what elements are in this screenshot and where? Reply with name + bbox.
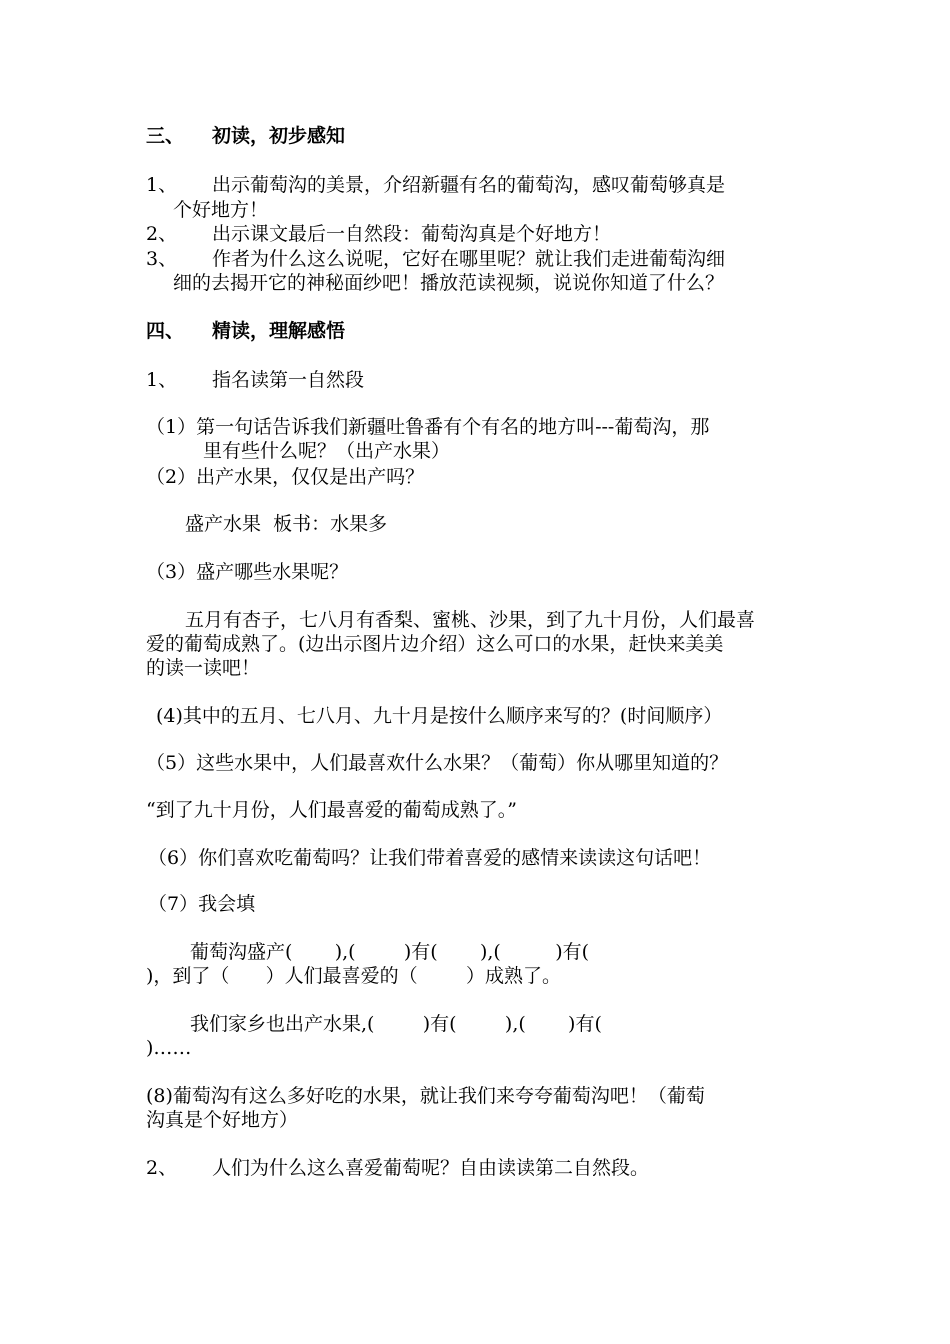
fill-blank-1-line-2: )，到了（ ）人们最喜爱的（ ）成熟了。 xyxy=(146,965,561,987)
question-6: （6）你们喜欢吃葡萄吗？让我们带着喜爱的感情来读读这句话吧！ xyxy=(148,847,712,869)
section-4-heading xyxy=(146,319,345,343)
question-3: （3）盛产哪些水果呢？ xyxy=(146,561,349,583)
s3-item-3-text: 作者为什么这么说呢，它好在哪里呢？就让我们走进葡萄沟细 xyxy=(212,248,726,270)
s3-item-1-text: 出示葡萄沟的美景，介绍新疆有名的葡萄沟，感叹葡萄够真是 xyxy=(212,174,726,196)
fruit-paragraph-line-1: 五月有杏子，七八月有香梨、蜜桃、沙果，到了九十月份，人们最喜 xyxy=(185,609,756,631)
question-1-line-2: 里有些什么呢？（出产水果） xyxy=(203,440,451,462)
question-4: (4)其中的五月、七八月、九十月是按什么顺序来写的？(时间顺序） xyxy=(156,705,723,727)
s3-item-3-line-1 xyxy=(146,247,725,271)
section-3-title: 初读，初步感知 xyxy=(212,125,346,147)
section-4-title: 精读，理解感悟 xyxy=(212,320,346,342)
s3-item-2-text: 出示课文最后一自然段：葡萄沟真是个好地方！ xyxy=(212,223,612,245)
s4-item-1 xyxy=(146,368,364,392)
question-1-line-1: （1）第一句话告诉我们新疆吐鲁番有个有名的地方叫---葡萄沟，那 xyxy=(146,416,710,438)
question-2: （2）出产水果，仅仅是出产吗？ xyxy=(146,466,425,488)
s4-item-2-text: 人们为什么这么喜爱葡萄呢？自由读读第二自然段。 xyxy=(212,1157,650,1179)
question-8-line-2: 沟真是个好地方） xyxy=(146,1109,299,1131)
s3-item-1-line-2: 个好地方！ xyxy=(173,199,269,221)
s3-item-2 xyxy=(146,222,611,246)
s3-item-3-number: 3、 xyxy=(146,248,178,270)
s3-item-1-line-1 xyxy=(146,173,725,197)
s3-item-2-number: 2、 xyxy=(146,223,178,245)
section-3-heading xyxy=(146,124,345,148)
question-8-line-1: (8)葡萄沟有这么多好吃的水果，就让我们来夸夸葡萄沟吧！（葡萄 xyxy=(146,1085,705,1107)
section-3-number: 三、 xyxy=(146,125,185,147)
s3-item-3-line-2: 细的去揭开它的神秘面纱吧！播放范读视频，说说你知道了什么？ xyxy=(173,272,725,294)
s4-item-2-number: 2、 xyxy=(146,1157,178,1179)
question-7: （7）我会填 xyxy=(148,893,256,915)
fill-blank-2-line-1: 我们家乡也出产水果,( )有( ),( )有( xyxy=(190,1013,602,1035)
question-5: （5）这些水果中，人们最喜欢什么水果？（葡萄）你从哪里知道的？ xyxy=(146,752,729,774)
fill-blank-1-line-1: 葡萄沟盛产( ),( )有( ),( )有( xyxy=(190,941,590,963)
s4-item-1-number: 1、 xyxy=(146,369,178,391)
s4-item-1-text: 指名读第一自然段 xyxy=(212,369,365,391)
section-4-number: 四、 xyxy=(146,320,185,342)
quoted-sentence: “到了九十月份，人们最喜爱的葡萄成熟了。” xyxy=(146,799,517,821)
fruit-paragraph-line-3: 的读一读吧！ xyxy=(146,657,261,679)
fill-blank-2-line-2: )…… xyxy=(146,1037,192,1059)
s3-item-1-number: 1、 xyxy=(146,174,178,196)
fruit-paragraph-line-2: 爱的葡萄成熟了。(边出示图片边介绍）这么可口的水果，赶快来美美 xyxy=(146,633,724,655)
blackboard-note: 盛产水果 板书：水果多 xyxy=(185,513,388,535)
s4-item-2 xyxy=(146,1156,649,1180)
